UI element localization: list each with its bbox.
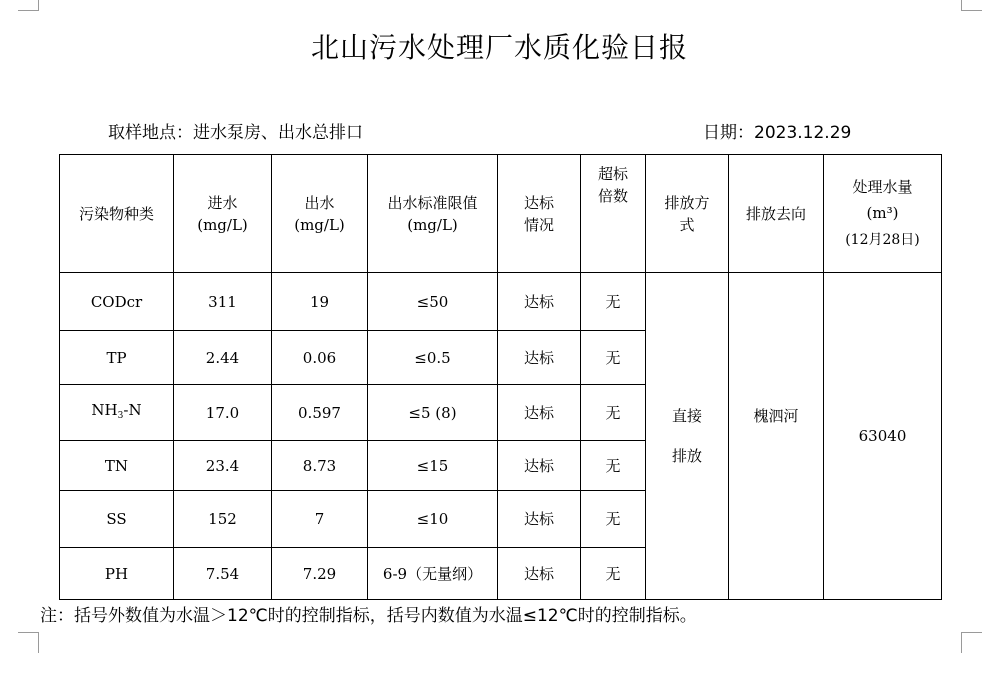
limit-value: ≤0.5 (368, 331, 498, 385)
footnote: 注：括号外数值为水温＞12℃时的控制指标，括号内数值为水温≤12℃时的控制指标。 (40, 606, 697, 626)
status-value: 达标 (498, 491, 581, 548)
inflow-value: 23.4 (174, 441, 272, 491)
header-discharge-method: 排放方 式 (646, 155, 729, 273)
discharge-destination: 槐泗河 (729, 273, 824, 600)
header-volume: 处理水量 (m³) (12月28日) (824, 155, 942, 273)
outflow-value: 19 (272, 273, 368, 331)
page-corner-mark (18, 632, 39, 653)
inflow-value: 2.44 (174, 331, 272, 385)
header-pollutant: 污染物种类 (60, 155, 174, 273)
water-quality-table (59, 154, 942, 600)
pollutant-name: TP (60, 331, 174, 385)
page-corner-mark (961, 0, 982, 11)
sampling-location: 取样地点：进水泵房、出水总排口 (108, 123, 363, 143)
table-row (60, 273, 942, 331)
outflow-value: 7 (272, 491, 368, 548)
report-title: 北山污水处理厂水质化验日报 (310, 31, 688, 64)
pollutant-name: TN (60, 441, 174, 491)
exceed-value: 无 (581, 331, 646, 385)
limit-value: ≤15 (368, 441, 498, 491)
page-corner-mark (961, 632, 982, 653)
limit-value: ≤5 (8) (368, 385, 498, 441)
header-inflow: 进水 (mg/L) (174, 155, 272, 273)
status-value: 达标 (498, 385, 581, 441)
header-limit: 出水标准限值 (mg/L) (368, 155, 498, 273)
header-destination: 排放去向 (729, 155, 824, 273)
header-compliance: 达标 情况 (498, 155, 581, 273)
pollutant-name: SS (60, 491, 174, 548)
pollutant-name: PH (60, 548, 174, 600)
status-value: 达标 (498, 548, 581, 600)
treated-volume: 63040 (824, 273, 942, 600)
status-value: 达标 (498, 441, 581, 491)
inflow-value: 7.54 (174, 548, 272, 600)
exceed-value: 无 (581, 441, 646, 491)
exceed-value: 无 (581, 273, 646, 331)
pollutant-name: CODcr (60, 273, 174, 331)
exceed-value: 无 (581, 385, 646, 441)
header-outflow: 出水 (mg/L) (272, 155, 368, 273)
limit-value: 6-9（无量纲） (368, 548, 498, 600)
status-value: 达标 (498, 273, 581, 331)
outflow-value: 8.73 (272, 441, 368, 491)
inflow-value: 17.0 (174, 385, 272, 441)
limit-value: ≤10 (368, 491, 498, 548)
discharge-method: 直接 排放 (646, 273, 729, 600)
exceed-value: 无 (581, 548, 646, 600)
outflow-value: 0.597 (272, 385, 368, 441)
inflow-value: 152 (174, 491, 272, 548)
header-row (60, 155, 942, 273)
header-exceed: 超标 倍数 (581, 155, 646, 273)
page-corner-mark (18, 0, 39, 11)
report-date: 日期：2023.12.29 (703, 123, 852, 143)
pollutant-name: $NH_3-N$ (60, 385, 174, 441)
exceed-value: 无 (581, 491, 646, 548)
outflow-value: 7.29 (272, 548, 368, 600)
limit-value: ≤50 (368, 273, 498, 331)
status-value: 达标 (498, 331, 581, 385)
outflow-value: 0.06 (272, 331, 368, 385)
inflow-value: 311 (174, 273, 272, 331)
